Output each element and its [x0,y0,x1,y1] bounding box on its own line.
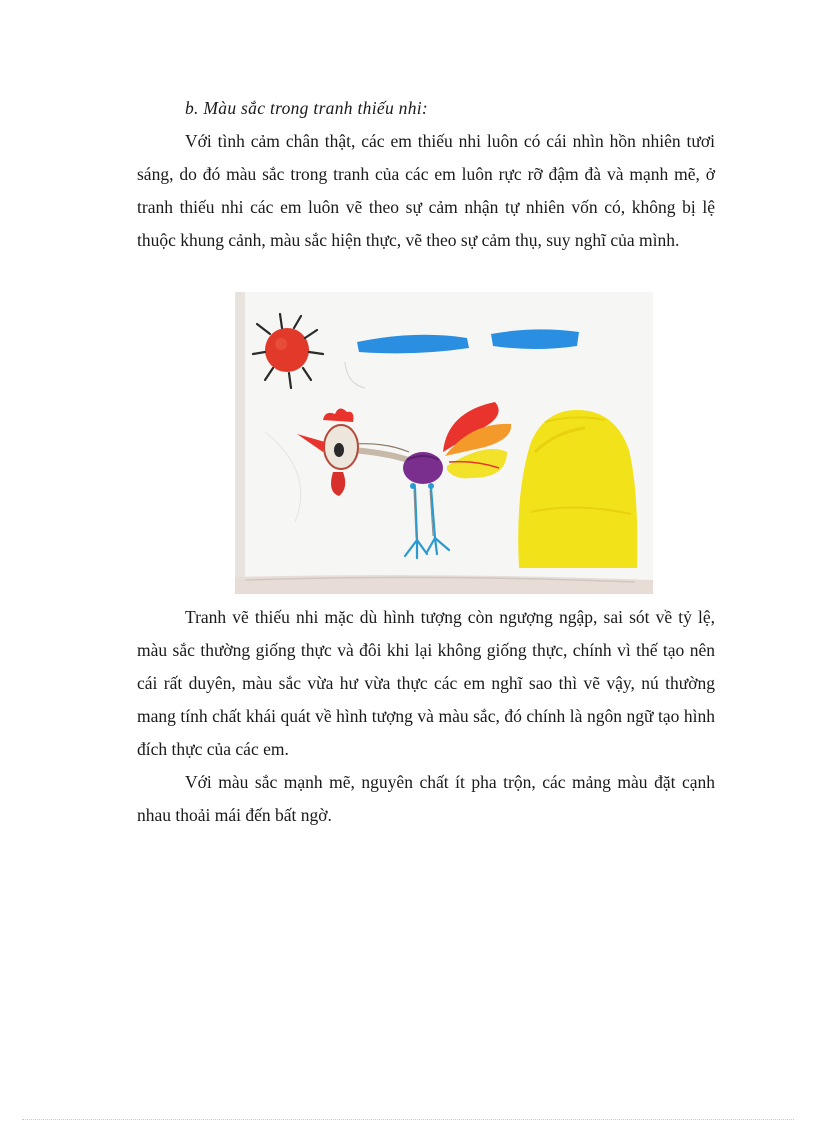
paragraph: Với tình cảm chân thật, các em thiếu nhi luôn có cái nhìn hồn nhiên tươi sáng, do đó màu sắc trong tranh của các em luôn rực rỡ đậm đà và mạnh mẽ, ở tranh thiếu nhi các em luôn vẽ theo sự cảm nhận tự nhiên vốn có, không bị lệ thuộc khung cảnh, màu sắc hiện thực, vẽ theo sự cảm thụ, suy nghĩ của mình. [137,131,715,250]
section-heading: b. Màu sắc trong tranh thiếu nhi: [185,98,429,118]
text-block-body [137,601,715,832]
drawing-illustration [235,292,653,594]
paragraph: Với màu sắc mạnh mẽ, nguyên chất ít pha trộn, các mảng màu đặt cạnh nhau thoải mái đến bất ngờ. [137,772,715,825]
text-block-intro [137,125,715,257]
page-footer-divider [22,1119,794,1120]
children-drawing-image [235,292,653,594]
paragraph: Tranh vẽ thiếu nhi mặc dù hình tượng còn ngượng ngập, sai sót về tỷ lệ, màu sắc thường giống thực và đôi khi lại không giống thực, chính vì thế tạo nên cái rất duyên, màu sắc vừa hư vừa thực các em nghĩ sao thì vẽ vậy, nú thường mang tính chất khái quát về hình tượng và màu sắc, đó chính là ngôn ngữ tạo hình đích thực của các em. [137,607,715,759]
yellow-tree-drawing [518,410,637,568]
